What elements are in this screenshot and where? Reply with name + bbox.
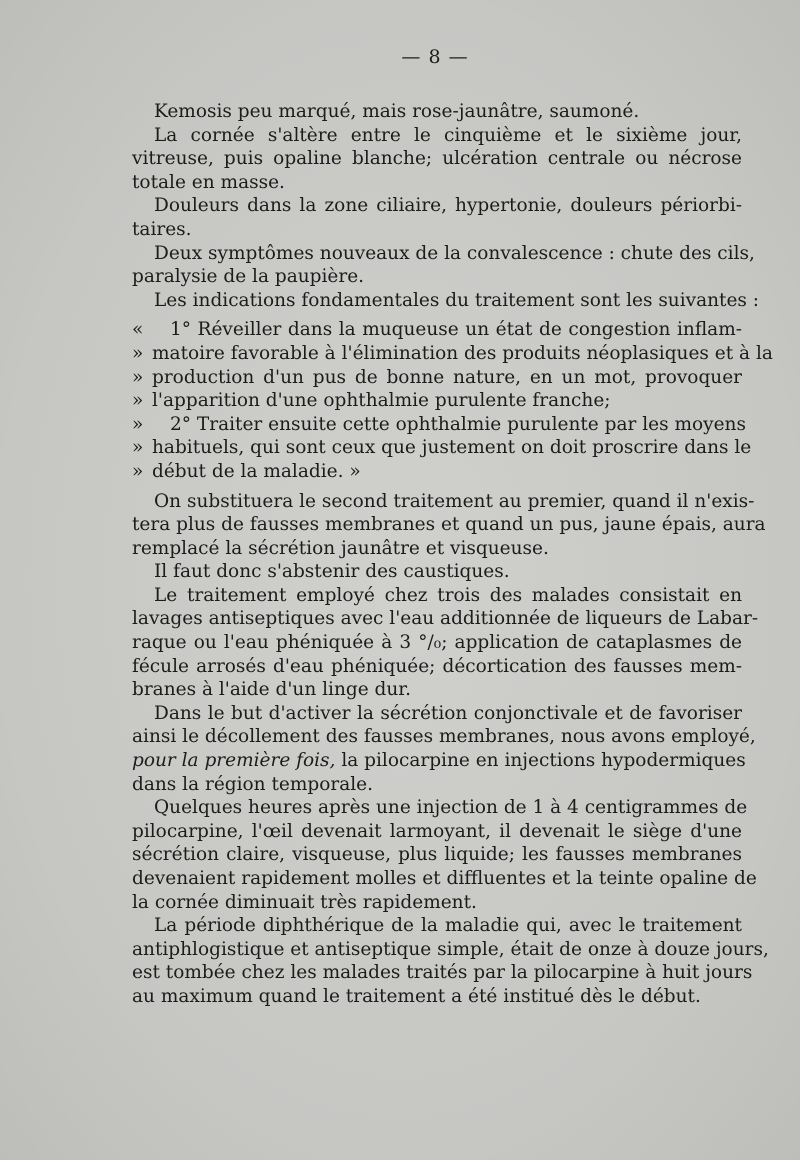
text-line: taires.: [132, 218, 192, 240]
text-line: On substituera le second traitement au premier, quand il n'exis-: [154, 490, 755, 512]
quote-mark: »: [132, 437, 144, 459]
quote-text: début de la maladie. »: [152, 460, 361, 482]
text-line: est tombée chez les malades traités par la pilocarpine à huit jours: [132, 962, 753, 984]
text-line: paralysie de la paupière.: [132, 266, 365, 288]
quote-text: 1° Réveiller dans la muqueuse un état de congestion inflam-: [170, 319, 742, 341]
text-line: lavages antiseptiques avec l'eau additionnée de liqueurs de Labar-: [132, 608, 759, 630]
text-line: Il faut donc s'abstenir des caustiques.: [154, 561, 510, 583]
quote-text: matoire favorable à l'élimination des produits néoplasiques et à la: [152, 342, 773, 364]
quote-text: habituels, qui sont ceux que justement on doit proscrire dans le: [152, 437, 752, 459]
quote-line: [132, 413, 746, 437]
text-line: la cornée diminuait très rapidement.: [132, 891, 477, 913]
quote-mark: »: [132, 366, 144, 388]
text-line: remplacé la sécrétion jaunâtre et visqueuse.: [132, 537, 549, 559]
text-line: fécule arrosés d'eau phéniquée; décortication des fausses mem-: [132, 655, 742, 677]
text-line: totale en masse.: [132, 171, 285, 193]
quote-mark: »: [132, 460, 144, 482]
text-line: dans la région temporale.: [132, 773, 373, 795]
quote-line: [132, 366, 742, 390]
text-line: sécrétion claire, visqueuse, plus liquide; les fausses membranes: [132, 844, 742, 866]
text-line: tera plus de fausses membranes et quand un pus, jaune épais, aura: [132, 514, 766, 536]
text-line: au maximum quand le traitement a été institué dès le début.: [132, 985, 701, 1007]
quote-mark: »: [132, 413, 144, 435]
quote-text: 2° Traiter ensuite cette ophthalmie purulente par les moyens: [170, 413, 746, 435]
text-line: branes à l'aide d'un linge dur.: [132, 679, 411, 701]
quote-mark: »: [132, 342, 144, 364]
page-body: [132, 100, 773, 1009]
quote-line: [132, 342, 773, 366]
text-line: Le traitement employé chez trois des malades consistait en: [154, 584, 742, 606]
quote-text: production d'un pus de bonne nature, en un mot, provoquer: [152, 366, 742, 388]
quote-line: [132, 460, 742, 484]
text-run: la pilocarpine en injections hypodermiques: [335, 750, 746, 772]
text-line: pilocarpine, l'œil devenait larmoyant, il devenait le siège d'une: [132, 820, 742, 842]
text-line: Quelques heures après une injection de 1 à 4 centigrammes de: [154, 797, 748, 819]
text-line: ainsi le décollement des fausses membranes, nous avons employé,: [132, 726, 756, 748]
text-line: Kemosis peu marqué, mais rose-jaunâtre, saumoné.: [154, 101, 640, 122]
quote-line: [132, 389, 742, 413]
quote-line: [132, 318, 742, 342]
quote-mark: »: [132, 390, 144, 412]
text-line: raque ou l'eau phéniquée à 3 °/₀; application de cataplasmes de: [132, 632, 742, 654]
text-line: La cornée s'altère entre le cinquième et le sixième jour,: [154, 124, 742, 146]
text-line: La période diphthérique de la maladie qui, avec le traitement: [154, 915, 742, 937]
text-line: Dans le but d'activer la sécrétion conjonctivale et de favoriser: [154, 702, 742, 724]
page-number: — 8 —: [401, 46, 469, 68]
text-line: Les indications fondamentales du traitement sont les suivantes :: [154, 289, 760, 311]
text-line: devenaient rapidement molles et diffluentes et la teinte opaline de: [132, 868, 757, 889]
text-line: vitreuse, puis opaline blanche; ulcération centrale ou nécrose: [132, 148, 742, 170]
text-line: antiphlogistique et antiseptique simple, était de onze à douze jours,: [132, 938, 769, 960]
text-line: Douleurs dans la zone ciliaire, hypertonie, douleurs périorbi-: [154, 195, 742, 217]
quote-text: l'apparition d'une ophthalmie purulente franche;: [152, 390, 611, 412]
quote-mark: «: [132, 319, 144, 341]
emphasis-text: pour la première fois,: [132, 750, 336, 772]
text-line: Deux symptômes nouveaux de la convalescence : chute des cils,: [154, 242, 755, 264]
text-line: [132, 749, 746, 773]
quote-line: [132, 436, 752, 460]
